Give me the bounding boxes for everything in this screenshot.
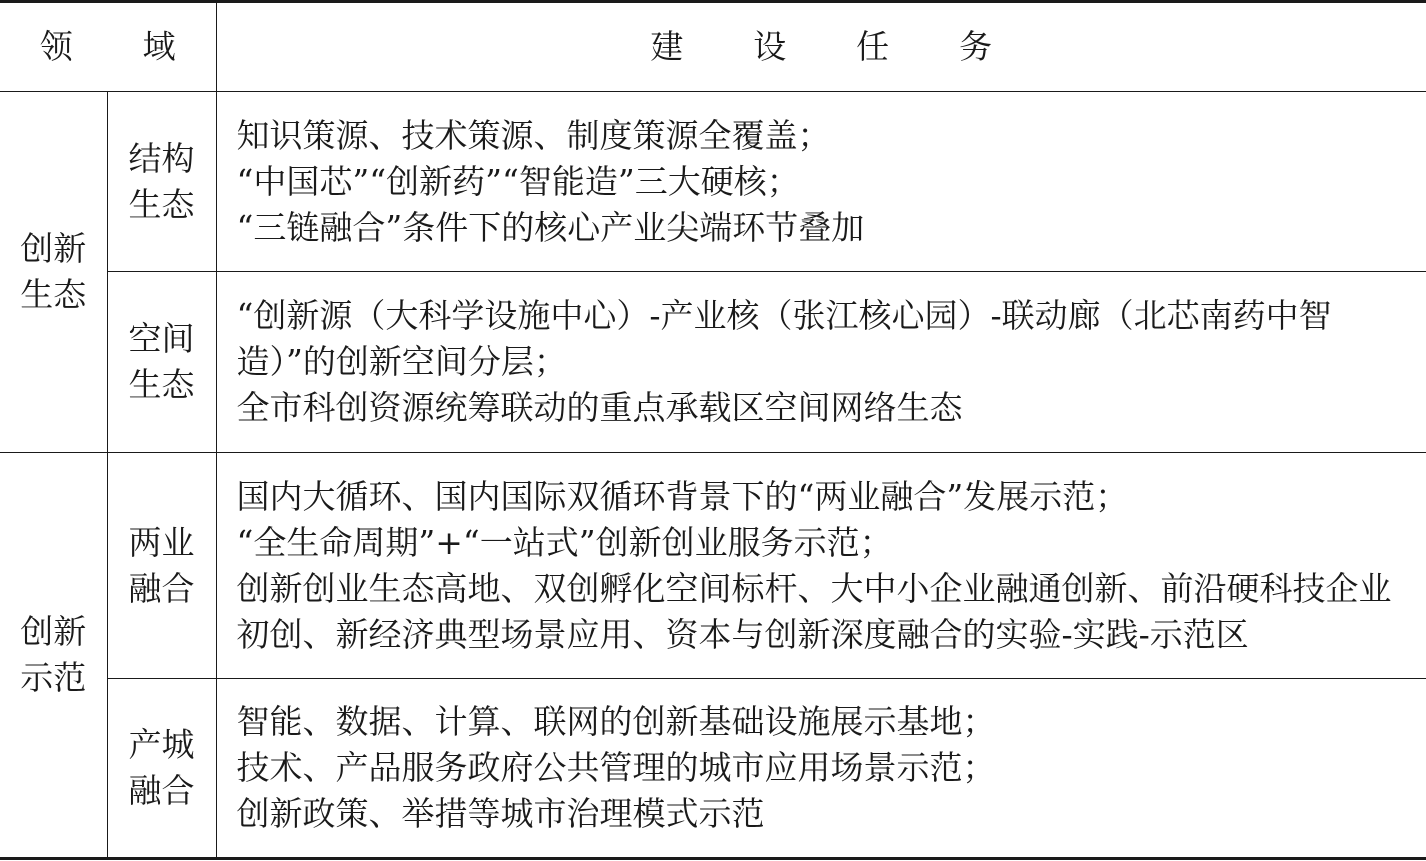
task-line: “创新源（大科学设施中心）-产业核（张江核心园）-联动廊（北芯南药中智造）”的创新空间分层； bbox=[236, 296, 1332, 381]
sub-domain-label: 产城融合 bbox=[128, 725, 195, 810]
header-tasks bbox=[216, 2, 1426, 92]
sub-domain-label: 空间生态 bbox=[128, 319, 195, 404]
task-line: 知识策源、技术策源、制度策源全覆盖； bbox=[236, 115, 831, 155]
sub-domain-label: 两业融合 bbox=[128, 522, 195, 608]
domain-label: 创新示范 bbox=[20, 612, 87, 697]
sub-domain-cell bbox=[107, 453, 216, 679]
table-row bbox=[0, 679, 1426, 859]
header-tasks-label: 建 设 任 务 bbox=[650, 27, 1022, 66]
task-line: “三链融合”条件下的核心产业尖端环节叠加 bbox=[236, 207, 865, 247]
task-line: “中国芯”“创新药”“智能造”三大硬核； bbox=[236, 161, 800, 201]
tasks-cell bbox=[216, 679, 1426, 859]
task-line: 全市科创资源统筹联动的重点承载区空间网络生态 bbox=[236, 388, 963, 427]
table-row bbox=[0, 92, 1426, 272]
header-domain-label: 领 域 bbox=[39, 27, 206, 66]
header-domain bbox=[0, 2, 216, 92]
tasks-cell bbox=[216, 92, 1426, 272]
domain-label: 创新生态 bbox=[20, 229, 87, 314]
sub-domain-cell bbox=[107, 679, 216, 859]
sub-domain-cell bbox=[107, 272, 216, 453]
task-line: 国内大循环、国内国际双循环背景下的“两业融合”发展示范； bbox=[236, 476, 1129, 516]
sub-domain-label: 结构生态 bbox=[128, 138, 195, 224]
tasks-cell bbox=[216, 272, 1426, 453]
task-line: 技术、产品服务政府公共管理的城市应用场景示范； bbox=[236, 748, 996, 787]
task-line: 智能、数据、计算、联网的创新基础设施展示基地； bbox=[236, 702, 996, 741]
sub-domain-cell bbox=[107, 92, 216, 272]
tasks-cell bbox=[216, 453, 1426, 679]
table-header-row bbox=[0, 2, 1426, 92]
task-line: 创新创业生态高地、双创孵化空间标杆、大中小企业融通创新、前沿硬科技企业初创、新经济典型场景应用、资本与创新深度融合的实验-实践-示范区 bbox=[236, 568, 1392, 654]
table-row bbox=[0, 453, 1426, 679]
domain-cell-innovation-demonstration bbox=[0, 453, 107, 859]
domain-cell-innovation-ecology bbox=[0, 92, 107, 453]
task-line: 创新政策、举措等城市治理模式示范 bbox=[236, 794, 765, 833]
task-line: “全生命周期”+“一站式”创新创业服务示范； bbox=[236, 522, 893, 562]
table-row bbox=[0, 272, 1426, 453]
